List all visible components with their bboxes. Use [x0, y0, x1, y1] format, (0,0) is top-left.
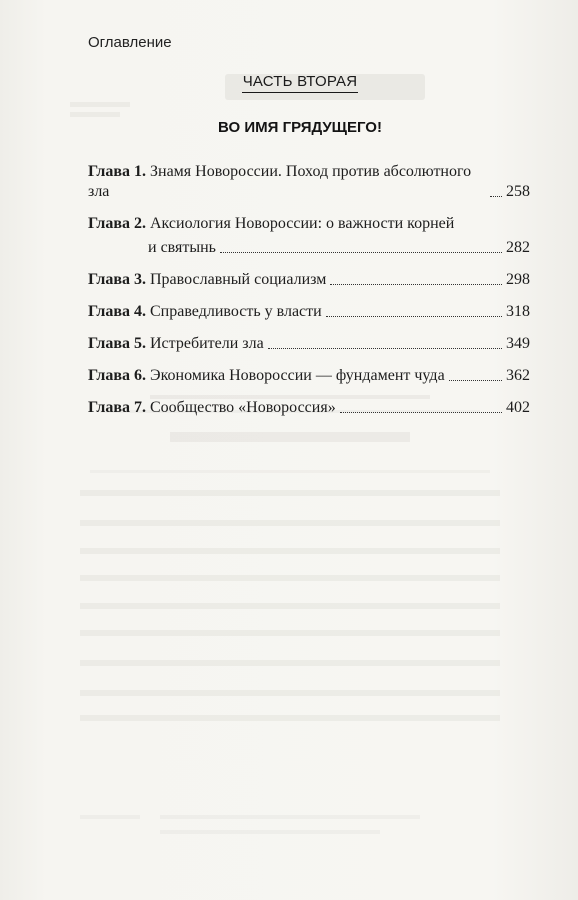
page-number: 402: [506, 399, 530, 416]
page-number: 349: [506, 335, 530, 352]
dot-leader: [490, 196, 502, 197]
dot-leader: [268, 348, 502, 349]
running-head: Оглавление: [88, 34, 172, 51]
chapter-title: Аксиология Новороссии: о важности корней: [150, 215, 455, 232]
toc-entry-7[interactable]: [88, 398, 530, 418]
part-title: ВО ИМЯ ГРЯДУЩЕГО!: [218, 119, 382, 136]
toc-entry-text: [88, 366, 445, 386]
part-label: [0, 73, 578, 93]
page-number: 298: [506, 271, 530, 288]
dot-leader: [330, 284, 502, 285]
dot-leader: [220, 252, 502, 253]
toc-entry-second-line: [88, 238, 530, 258]
chapter-number: Глава 2.: [88, 215, 146, 232]
chapter-number: Глава 5.: [88, 335, 146, 352]
toc-entry-first-line: [88, 214, 530, 234]
chapter-number: Глава 6.: [88, 367, 146, 384]
toc-entry-4[interactable]: [88, 302, 530, 322]
page-number: 258: [506, 183, 530, 200]
page-number: 318: [506, 303, 530, 320]
toc-entry-3[interactable]: [88, 270, 530, 290]
toc-entry-text: [88, 162, 486, 202]
chapter-number: Глава 7.: [88, 399, 146, 416]
dot-leader: [449, 380, 502, 381]
toc-entry-6[interactable]: [88, 366, 530, 386]
toc-entry-text: [88, 302, 322, 322]
chapter-title: Истребители зла: [150, 335, 264, 352]
dot-leader: [340, 412, 502, 413]
toc-entry-text: [88, 270, 326, 290]
chapter-number: Глава 1.: [88, 163, 146, 180]
part-label-text: ЧАСТЬ ВТОРАЯ: [242, 73, 359, 93]
table-of-contents: [88, 162, 530, 430]
chapter-title: Сообщество «Новороссия»: [150, 399, 336, 416]
toc-entry-1[interactable]: [88, 162, 530, 202]
chapter-title: Экономика Новороссии — фундамент чуда: [150, 367, 445, 384]
chapter-title: Справедливость у власти: [150, 303, 322, 320]
dot-leader: [326, 316, 502, 317]
toc-entry-text: [88, 398, 336, 418]
page-number: 362: [506, 367, 530, 384]
toc-entry-5[interactable]: [88, 334, 530, 354]
page-number: 282: [506, 239, 530, 256]
chapter-title-continued: и святынь: [148, 239, 216, 256]
chapter-number: Глава 3.: [88, 271, 146, 288]
toc-entry-text: [88, 334, 264, 354]
chapter-title: Знамя Новороссии. Поход против абсолютного зла: [88, 163, 472, 200]
toc-entry-2[interactable]: [88, 214, 530, 258]
chapter-number: Глава 4.: [88, 303, 146, 320]
chapter-title: Православный социализм: [150, 271, 327, 288]
